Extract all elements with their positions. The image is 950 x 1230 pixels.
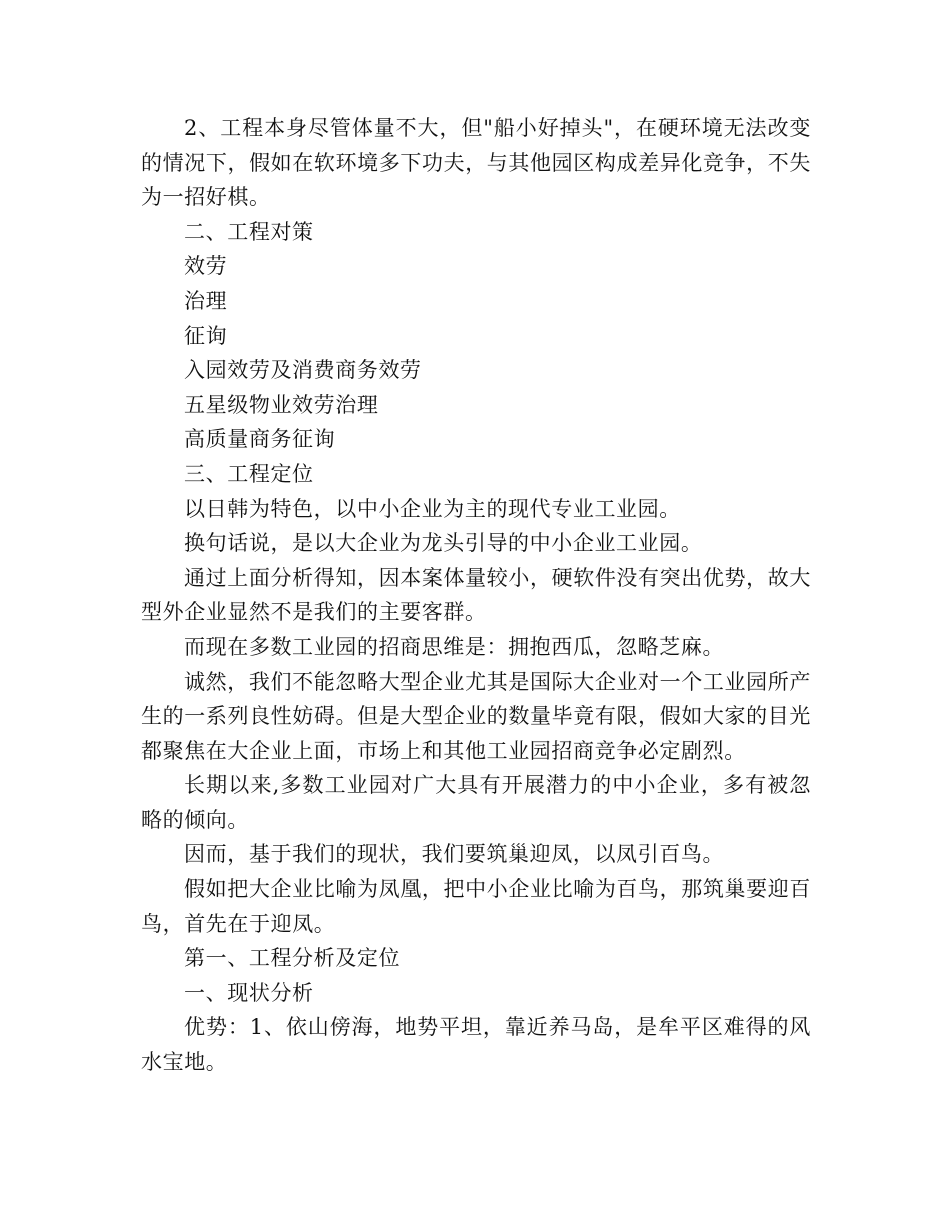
paragraph-1: 2、工程本身尽管体量不大，但"船小好掉头"，在硬环境无法改变的情况下，假如在软环境多下功夫，与其他园区构成差异化竞争，不失为一招好棋。 [141, 116, 811, 210]
paragraph-6: 入园效劳及消费商务效劳 [184, 358, 422, 383]
paragraph-12: 通过上面分析得知，因本案体量较小，硬软件没有突出优势，故大型外企业显然不是我们的主要客群。 [141, 565, 811, 625]
paragraph-18: 第一、工程分析及定位 [184, 946, 401, 971]
paragraph-4: 治理 [184, 288, 228, 313]
paragraph-8: 高质量商务征询 [184, 427, 336, 452]
paragraph-5: 征询 [184, 323, 228, 348]
paragraph-2: 二、工程对策 [184, 219, 314, 244]
paragraph-3: 效劳 [184, 254, 228, 279]
paragraph-16: 因而，基于我们的现状，我们要筑巢迎凤，以凤引百鸟。 [184, 842, 725, 867]
paragraph-9: 三、工程定位 [184, 461, 314, 486]
document-page [141, 111, 811, 1080]
paragraph-19: 一、现状分析 [184, 980, 314, 1005]
paragraph-13: 而现在多数工业园的招商思维是：拥抱西瓜，忽略芝麻。 [184, 634, 725, 659]
paragraph-14: 诚然，我们不能忽略大型企业尤其是国际大企业对一个工业园所产生的一系列良性妨碍。但是大型企业的数量毕竟有限，假如大家的目光都聚焦在大企业上面，市场上和其他工业园招商竞争必定剧烈。 [141, 669, 811, 763]
paragraph-7: 五星级物业效劳治理 [184, 392, 379, 417]
paragraph-10: 以日韩为特色，以中小企业为主的现代专业工业园。 [184, 496, 681, 521]
paragraph-17: 假如把大企业比喻为凤凰，把中小企业比喻为百鸟，那筑巢要迎百鸟，首先在于迎凤。 [141, 877, 811, 936]
paragraph-15: 长期以来,多数工业园对广大具有开展潜力的中小企业，多有被忽略的倾向。 [141, 773, 811, 832]
paragraph-11: 换句话说，是以大企业为龙头引导的中小企业工业园。 [184, 531, 703, 556]
paragraph-20: 优势：1、依山傍海，地势平坦，靠近养马岛，是牟平区难得的风水宝地。 [141, 1015, 811, 1075]
